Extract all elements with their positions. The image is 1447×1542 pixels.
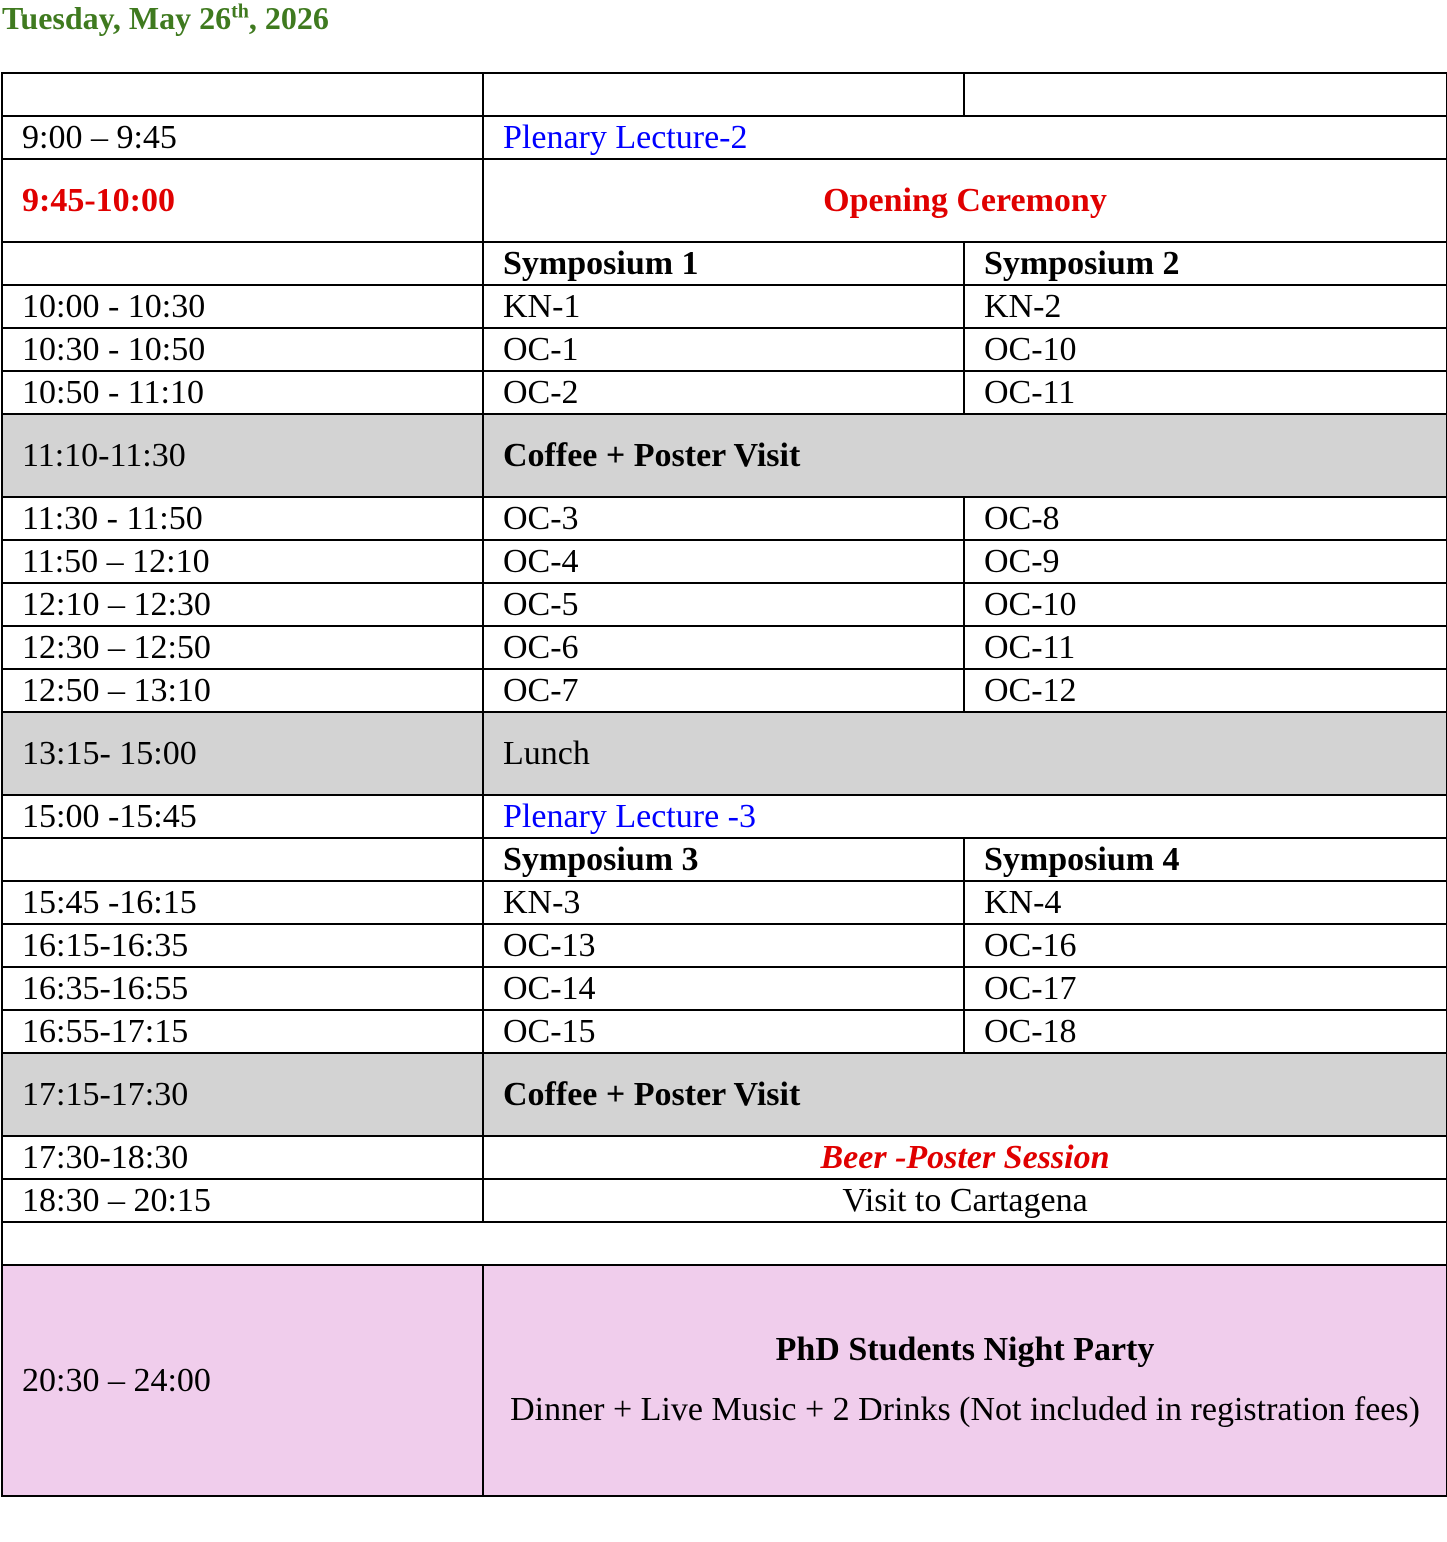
- empty-cell: [483, 73, 964, 116]
- session-cell: OC-13: [483, 924, 964, 967]
- time-cell: 12:30 – 12:50: [2, 626, 483, 669]
- session-cell: OC-7: [483, 669, 964, 712]
- symposium-2-header: Symposium 2: [964, 242, 1447, 285]
- time-cell: 15:45 -16:15: [2, 881, 483, 924]
- session-cell: KN-4: [964, 881, 1447, 924]
- coffee-break: Coffee + Poster Visit: [483, 414, 1447, 497]
- time-cell: 16:35-16:55: [2, 967, 483, 1010]
- schedule-table: [1, 72, 1447, 1497]
- session-cell: OC-6: [483, 626, 964, 669]
- table-row: [2, 497, 1447, 540]
- table-row: [2, 1010, 1447, 1053]
- table-row: [2, 881, 1447, 924]
- table-row-symposium-headers-2: [2, 838, 1447, 881]
- table-row: [2, 328, 1447, 371]
- empty-cell: [2, 838, 483, 881]
- plenary-lecture-2: Plenary Lecture-2: [483, 116, 1447, 159]
- time-cell: 17:30-18:30: [2, 1136, 483, 1179]
- session-cell: OC-1: [483, 328, 964, 371]
- session-cell: OC-12: [964, 669, 1447, 712]
- table-row-visit: [2, 1179, 1447, 1222]
- time-cell: 9:45-10:00: [2, 159, 483, 242]
- table-row-plenary-3: [2, 795, 1447, 838]
- session-cell: OC-5: [483, 583, 964, 626]
- table-row: [2, 669, 1447, 712]
- page-title: Tuesday, May 26th, 2026: [2, 0, 329, 36]
- time-cell: 12:50 – 13:10: [2, 669, 483, 712]
- time-cell: 11:10-11:30: [2, 414, 483, 497]
- session-cell: OC-3: [483, 497, 964, 540]
- beer-poster-session: Beer -Poster Session: [483, 1136, 1447, 1179]
- table-row-beer-poster: [2, 1136, 1447, 1179]
- time-cell: 11:30 - 11:50: [2, 497, 483, 540]
- session-cell: OC-17: [964, 967, 1447, 1010]
- party-cell: [483, 1265, 1447, 1496]
- time-cell: 10:50 - 11:10: [2, 371, 483, 414]
- time-cell: 16:55-17:15: [2, 1010, 483, 1053]
- time-cell: 10:00 - 10:30: [2, 285, 483, 328]
- session-cell: OC-10: [964, 583, 1447, 626]
- session-cell: OC-16: [964, 924, 1447, 967]
- opening-ceremony: Opening Ceremony: [483, 159, 1447, 242]
- table-row: [2, 967, 1447, 1010]
- table-row-symposium-headers-1: [2, 242, 1447, 285]
- table-row-party: [2, 1265, 1447, 1496]
- time-cell: 20:30 – 24:00: [2, 1265, 483, 1496]
- session-cell: OC-2: [483, 371, 964, 414]
- session-cell: OC-4: [483, 540, 964, 583]
- symposium-3-header: Symposium 3: [483, 838, 964, 881]
- symposium-1-header: Symposium 1: [483, 242, 964, 285]
- session-cell: OC-9: [964, 540, 1447, 583]
- empty-cell: [2, 73, 483, 116]
- coffee-break: Coffee + Poster Visit: [483, 1053, 1447, 1136]
- session-cell: OC-10: [964, 328, 1447, 371]
- empty-cell: [2, 1222, 1447, 1265]
- visit-cartagena: Visit to Cartagena: [483, 1179, 1447, 1222]
- time-cell: 18:30 – 20:15: [2, 1179, 483, 1222]
- time-cell: 10:30 - 10:50: [2, 328, 483, 371]
- table-row: [2, 540, 1447, 583]
- session-cell: KN-1: [483, 285, 964, 328]
- table-row-plenary-2: [2, 116, 1447, 159]
- table-row-lunch: [2, 712, 1447, 795]
- symposium-4-header: Symposium 4: [964, 838, 1447, 881]
- empty-cell: [964, 73, 1447, 116]
- party-description: Dinner + Live Music + 2 Drinks (Not included in registration fees): [510, 1390, 1420, 1428]
- table-row: [2, 583, 1447, 626]
- table-row-spacer: [2, 1222, 1447, 1265]
- time-cell: 9:00 – 9:45: [2, 116, 483, 159]
- table-row: [2, 924, 1447, 967]
- table-row: [2, 626, 1447, 669]
- time-cell: 11:50 – 12:10: [2, 540, 483, 583]
- time-cell: 13:15- 15:00: [2, 712, 483, 795]
- table-row: [2, 371, 1447, 414]
- session-cell: OC-11: [964, 626, 1447, 669]
- empty-cell: [2, 242, 483, 285]
- session-cell: OC-11: [964, 371, 1447, 414]
- time-cell: 12:10 – 12:30: [2, 583, 483, 626]
- party-title: PhD Students Night Party: [775, 1330, 1155, 1368]
- session-cell: OC-8: [964, 497, 1447, 540]
- session-cell: OC-14: [483, 967, 964, 1010]
- session-cell: KN-2: [964, 285, 1447, 328]
- table-row-empty-header: [2, 73, 1447, 116]
- time-cell: 15:00 -15:45: [2, 795, 483, 838]
- plenary-lecture-3: Plenary Lecture -3: [483, 795, 1447, 838]
- time-cell: 17:15-17:30: [2, 1053, 483, 1136]
- table-row-opening: [2, 159, 1447, 242]
- table-row: [2, 285, 1447, 328]
- session-cell: OC-15: [483, 1010, 964, 1053]
- lunch: Lunch: [483, 712, 1447, 795]
- table-row-coffee-1: [2, 414, 1447, 497]
- session-cell: OC-18: [964, 1010, 1447, 1053]
- table-row-coffee-2: [2, 1053, 1447, 1136]
- session-cell: KN-3: [483, 881, 964, 924]
- time-cell: 16:15-16:35: [2, 924, 483, 967]
